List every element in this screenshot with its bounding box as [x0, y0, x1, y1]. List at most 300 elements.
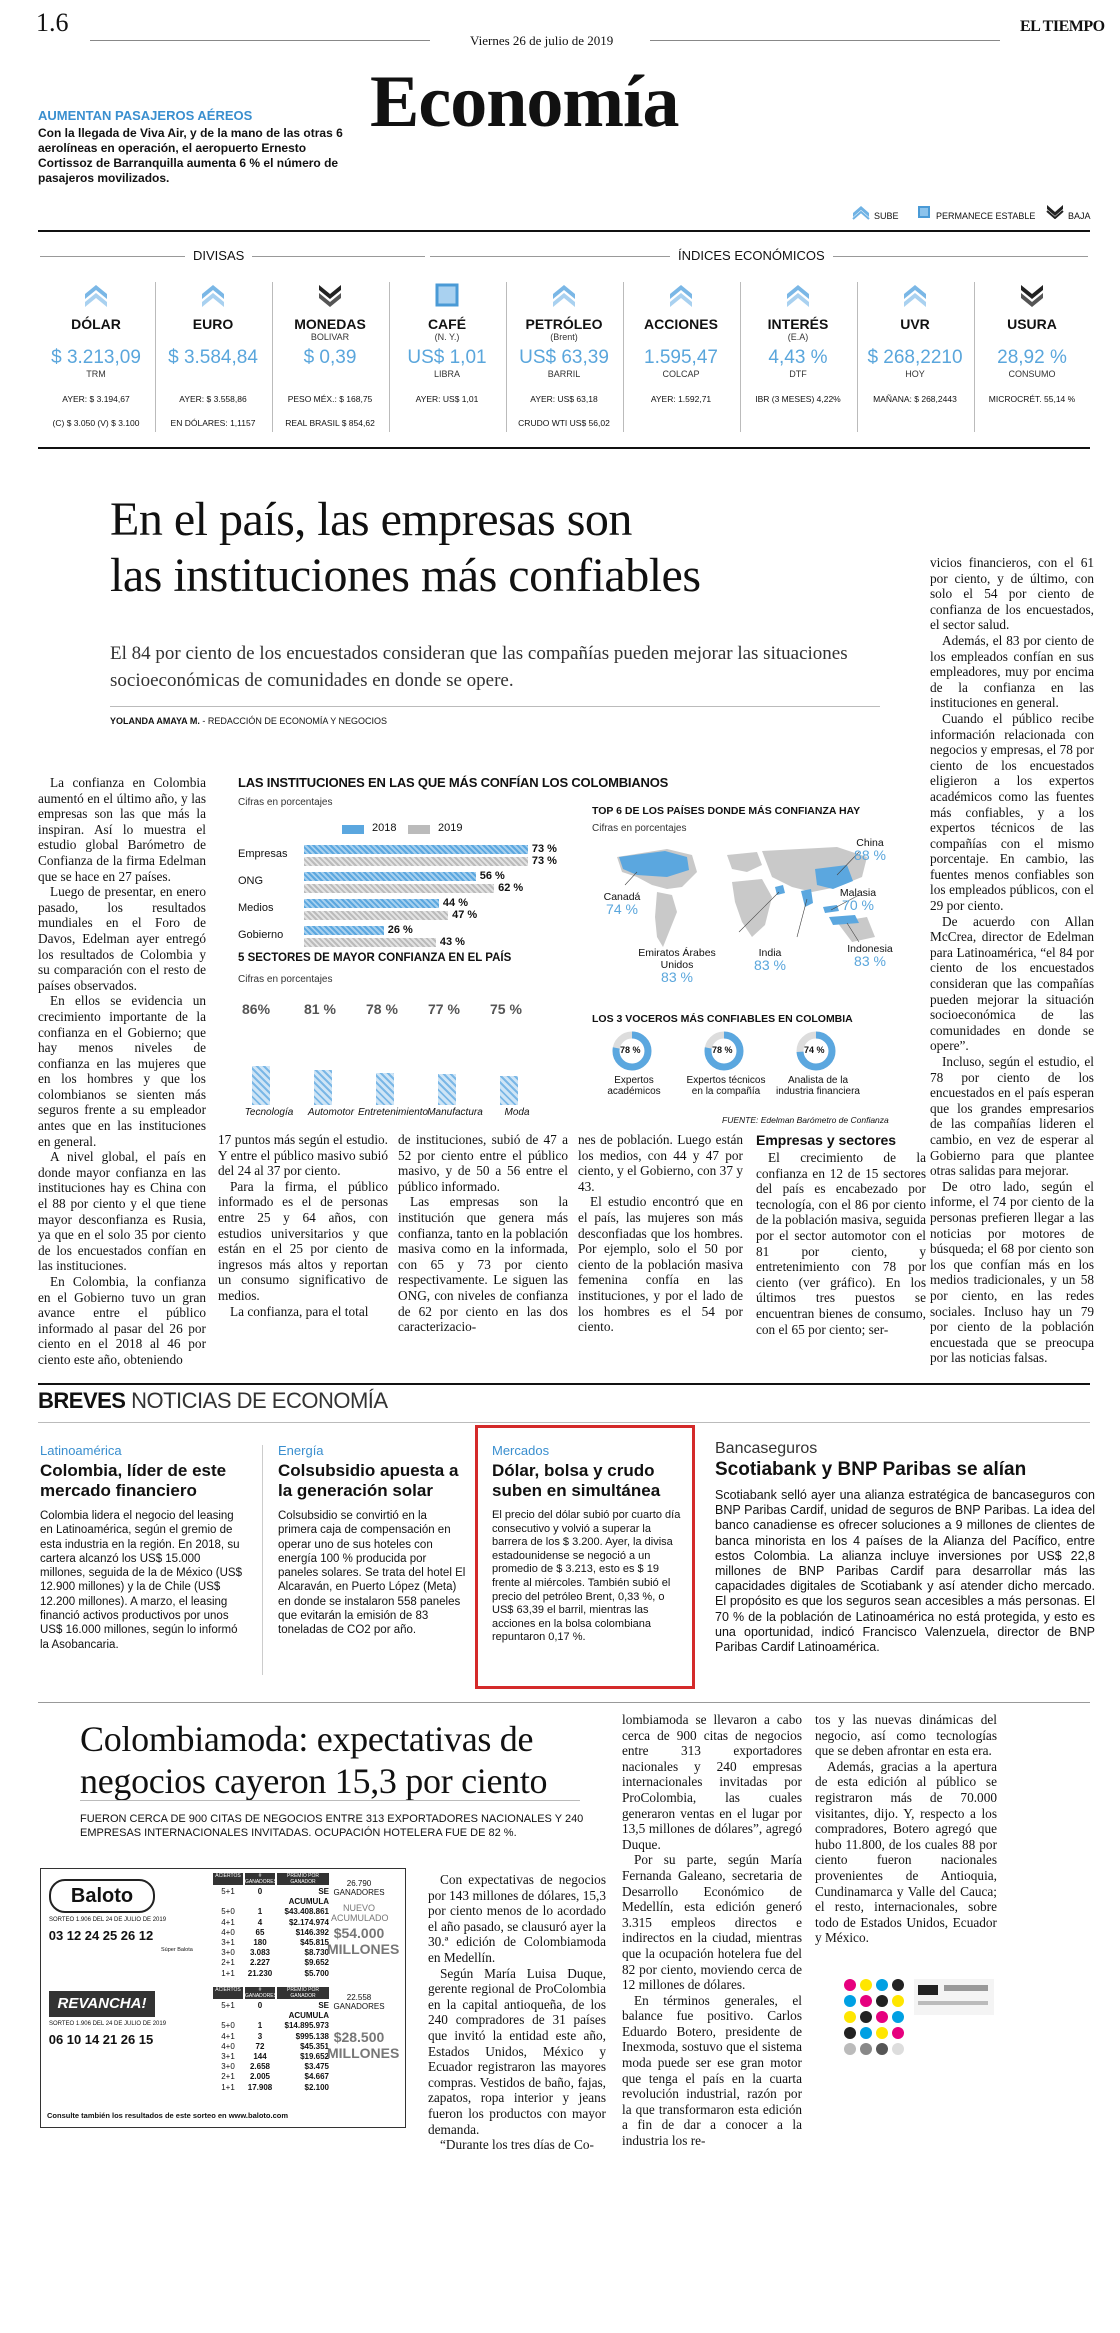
- lottery-cell: 2+1: [221, 2072, 235, 2082]
- indicator-divider: [389, 282, 390, 432]
- lottery-table-head: [213, 1873, 329, 1885]
- revancha-logo-text: REVANCHA!: [57, 1995, 147, 2012]
- revancha-table: [213, 1987, 329, 2093]
- breves-rule: [38, 1383, 1090, 1385]
- country-value: 88 %: [854, 847, 886, 863]
- paragraph: “Durante los tres días de Co-: [440, 2137, 594, 2153]
- paragraph: En Colombia, la confianza en el Gobierno tuvo un gran avance entre el público informado al pasar del 26 por ciento en el 2018 al 46 por ciento este año, obteniendo: [38, 1274, 206, 1367]
- brief-text: Colombia lidera el negocio del leasing en Latinoamérica, según el gremio de esta industria en la región. En 2018, su cartera alcanzó los US$ 15.000 millones, seguida de la de México (US$ 12.900 millones) y la de Chile (US$ 12.200 millones). A marzo, el leasing financió activos productivos por unos US$ 16.000 millones, según lo informó la Asobancaria.: [40, 1510, 242, 1651]
- indicator-value: $ 3.584,84: [168, 347, 258, 368]
- institutions-subtitle: Cifras en porcentajes: [238, 797, 333, 808]
- bar-2018: [304, 926, 384, 935]
- voice-label: Expertos académicos: [607, 1075, 661, 1097]
- lottery-cell: $14.895.973: [284, 2021, 329, 2031]
- sector-bar: [376, 1073, 394, 1105]
- indicator-name: PETRÓLEO: [525, 316, 603, 332]
- indicator-euro: [163, 282, 263, 428]
- country-value: 83 %: [661, 969, 693, 985]
- lottery-head-cell: # GANADORES: [245, 1873, 277, 1885]
- moda-column-2: [622, 1712, 802, 2149]
- sector-bar: [252, 1066, 270, 1105]
- article-column-5: [756, 1132, 926, 1337]
- indicators-top-rule: [38, 230, 1090, 232]
- lottery-number: 12: [138, 1928, 154, 1943]
- lottery-number: 26: [120, 1928, 136, 1943]
- sector-value: 78 %: [366, 1001, 398, 1017]
- indicator-usura: [982, 282, 1082, 418]
- breves-bottom-rule: [38, 1702, 1090, 1703]
- brief-title: Dólar, bolsa y crudo suben en simultánea: [492, 1461, 661, 1500]
- header-rule-left: [90, 40, 430, 41]
- lottery-head-cell: PREMIO POR GANADOR: [277, 1987, 329, 1999]
- country-2: [594, 891, 650, 915]
- paragraph: 17 puntos más según el estudio. Y entre el público masivo subió del 24 al 37 por ciento.: [218, 1132, 388, 1179]
- lottery-table-head: [213, 1987, 329, 1999]
- indicators-bottom-rule: [38, 447, 1090, 449]
- lottery-cell: 4+1: [221, 1917, 235, 1927]
- trend-up-icon: [748, 282, 848, 312]
- lottery-cell: $146.392: [295, 1927, 329, 1937]
- lottery-row: [213, 2052, 329, 2062]
- lottery-cell: 5+0: [221, 2021, 235, 2031]
- country-name: China: [856, 837, 884, 849]
- article-column-4: [578, 1132, 743, 1335]
- institutions-title: LAS INSTITUCIONES EN LAS QUE MÁS CONFÍAN LOS COLOMBIANOS: [238, 775, 669, 790]
- voice-label: Analista de la industria financiera: [776, 1075, 860, 1097]
- lottery-cell: 17.908: [247, 2082, 273, 2092]
- lottery-cell: 1: [257, 2021, 263, 2031]
- trend-up-icon: [631, 282, 731, 312]
- paragraph: nes de población. Luego están los medios, con 44 y 47 por ciento, y el Gobierno, con 37 y 43.: [578, 1132, 743, 1194]
- lottery-row: [213, 1887, 329, 1907]
- revancha-draw: SORTEO 1.906 DEL 24 DE JULIO DE 2019: [49, 2021, 167, 2027]
- indicator-value: $ 0,39: [303, 347, 357, 368]
- indicator-divider: [272, 282, 273, 432]
- lottery-cell: 4+0: [221, 1927, 235, 1937]
- lottery-number: 14: [84, 2032, 100, 2047]
- paragraph: De acuerdo con Allan McCrea, director de Edelman para Latinoamérica, “el 84 por ciento de los encuestados consideran que las compañías pueden mejorar la situación socioeconómica de las comunidades en donde se opere”.: [930, 913, 1094, 1054]
- sectors-title: 5 SECTORES DE MAYOR CONFIANZA EN EL PAÍS: [238, 952, 512, 964]
- lottery-cell: $2.174.974: [288, 1917, 329, 1927]
- brand-logo: EL TIEMPO: [1020, 18, 1105, 35]
- article-column-right: [930, 555, 1094, 1366]
- country-name: Malasia: [839, 887, 877, 899]
- brief-kicker: Energía: [278, 1443, 324, 1458]
- paragraph: de instituciones, subió de 47 a 52 por ciento entre el público masivo, y de 50 a 56 entre el público informado.: [398, 1132, 568, 1194]
- paragraph: La confianza, para el total: [230, 1303, 369, 1319]
- paragraph: En ellos se evidencia un crecimiento importante de la confianza en el Gobierno; que hay menos niveles de confianza en las mujeres que en los hombres y que los colombianos se sienten más seguros frente a su empleador antes que en las instituciones en general.: [38, 993, 206, 1149]
- lottery-cell: 5+0: [221, 1907, 235, 1917]
- country-name: India: [758, 947, 782, 959]
- lottery-cell: $9.652: [304, 1958, 329, 1968]
- bar-2019: [304, 857, 528, 866]
- paragraph: Para la firma, el público informado es el de personas entre 25 y 64 años, con estudios universitarios y que están en el 25 por ciento de ingresos más altos y reportan un consumo significativo de medios.: [218, 1178, 388, 1303]
- indicator-value: $ 3.213,09: [51, 347, 141, 368]
- lottery-number: 24: [84, 1928, 100, 1943]
- legend-down-label: BAJA: [1068, 211, 1091, 221]
- baloto-table: [213, 1873, 329, 1979]
- indicator-sub: BOLIVAR: [310, 332, 350, 342]
- lottery-row: [213, 2021, 329, 2031]
- infographic: [232, 775, 902, 1125]
- lottery-number: 10: [66, 2032, 82, 2047]
- indicator-interes: [748, 282, 848, 418]
- indicator-sub: [163, 332, 263, 343]
- sector-value: 86%: [242, 1001, 271, 1017]
- sector-label: Moda: [504, 1107, 530, 1118]
- lottery-cell: $45.815: [300, 1938, 329, 1948]
- lottery-row: [213, 1918, 329, 1928]
- trend-up-icon: [865, 282, 965, 312]
- lottery-row: [213, 1948, 329, 1958]
- bar-2018: [304, 845, 528, 854]
- lottery-cell: 72: [255, 2041, 265, 2051]
- indicator-unit: [163, 369, 263, 380]
- country-6: [842, 943, 898, 967]
- headline-line-2: las instituciones más confiables: [110, 549, 701, 602]
- indicator-value: 28,92 %: [997, 347, 1067, 368]
- paragraph: Cuando el público recibe información relacionada con negocios y empresas, el 78 por ciento de los encuestados eligieron a los expertos académicos como las fuentes más confiables, y a los expertos técnicos de las compañías con el mismo porcentaje. En cambio, las fuentes menos confiables son los empleados públicos, con el 29 por ciento.: [930, 710, 1094, 914]
- col5-body: [756, 1150, 926, 1337]
- indicator-unit: BARRIL: [547, 369, 581, 379]
- color-calibration-strip: [840, 1975, 1000, 2075]
- section-title: Economía: [370, 61, 679, 143]
- indicator-name: EURO: [192, 316, 234, 332]
- lottery-cell: $45.351: [300, 2041, 329, 2051]
- country-name: Emiratos Árabes Unidos: [638, 947, 716, 971]
- indices-label: ÍNDICES ECONÓMICOS: [670, 248, 833, 263]
- country-name: Canadá: [603, 891, 641, 903]
- paragraph: vicios financieros, con el 61 por ciento, y de último, con solo el 54 por ciento de confianza de los encuestados, el sector salud.: [930, 555, 1094, 633]
- lottery-number: 26: [120, 2032, 136, 2047]
- lottery-row: [213, 2062, 329, 2072]
- brief-title: Colombia, líder de este mercado financiero: [40, 1461, 227, 1500]
- indicator-name: ACCIONES: [644, 316, 718, 332]
- lottery-number: 12: [66, 1928, 82, 1943]
- paragraph: El crecimiento de la confianza en 12 de 15 sectores del país es encabezado por tecnología, con el 86 por ciento de la población masiva, seguida por el sector automotor con el 81 por ciento, y entretenimiento con 78 por ciento (ver gráfico). En los últimos tres puestos se encuentran bienes de consumo, con el 65 por ciento; ser-: [756, 1150, 926, 1337]
- country-value: 74 %: [606, 901, 638, 917]
- lottery-row: [213, 1938, 329, 1948]
- lottery-row: [213, 1928, 329, 1938]
- indicator-sub: [46, 332, 146, 343]
- bar-2018-value: 26 %: [387, 924, 413, 936]
- trend-up-icon: [514, 282, 614, 312]
- article-headline: [110, 492, 940, 604]
- baloto-logo-text: Baloto: [70, 1885, 134, 1907]
- brief-energia: [278, 1443, 468, 1638]
- bar-2018-value: 44 %: [442, 897, 468, 909]
- article-column-3: [398, 1132, 568, 1335]
- trend-up-icon: [163, 282, 263, 312]
- sector-label: Automotor: [307, 1107, 355, 1118]
- lottery-cell: 4+0: [221, 2041, 235, 2051]
- sectors-subtitle: Cifras en porcentajes: [238, 974, 333, 985]
- brief-text: Colsubsidio se convirtió en la primera caja de compensación en operar uno de sus hoteles con energía 100 % producida por paneles solares. Se trata del hotel El Alcaraván, en Puerto López (Meta) en donde se instalaron 558 paneles que evitarán la emisión de 83 toneladas de CO2 por año.: [278, 1510, 466, 1637]
- trend-stable-icon: [397, 282, 497, 312]
- country-value: 70 %: [842, 897, 874, 913]
- legend-2019: 2019: [438, 822, 463, 834]
- article-deck: El 84 por ciento de los encuestados consideran que las compañías pueden mejorar las situaciones socioeconómicas de comunidades en donde se opere.: [110, 643, 848, 691]
- indicator-foot-1: IBR (3 MESES) 4,22%: [755, 394, 841, 404]
- lottery-cell: 4+1: [221, 2031, 235, 2041]
- lottery-row: [213, 2001, 329, 2021]
- indicator-name: UVR: [900, 316, 930, 332]
- lottery-cell: 1+1: [221, 1968, 235, 1978]
- lottery-cell: SE ACUMULA: [288, 2001, 329, 2021]
- byline-role: - REDACCIÓN DE ECONOMÍA Y NEGOCIOS: [202, 716, 388, 726]
- baloto-acc-label: NUEVO ACUMULADO: [331, 1903, 389, 1923]
- indicator-divider: [974, 282, 975, 432]
- paragraph: En términos generales, el balance fue positivo. Carlos Eduardo Botero, presidente de Inexmoda, sostuvo que el sistema moda puede ser ese gran motor que tenga el país en la cuarta revolución industrial, razón por la que transformaron esta edición a fin de dar a conocer a la industria los re-: [622, 1992, 802, 2149]
- revancha-winners: 22.558 GANADORES: [333, 1993, 385, 2011]
- voice-label: Expertos técnicos en la compañía: [686, 1075, 766, 1097]
- brief-title: Scotiabank y BNP Paribas se alían: [715, 1459, 1027, 1480]
- indicator-foot-1: AYER: $ 3.558,86: [179, 394, 247, 404]
- indicator-unit: [280, 369, 380, 380]
- sector-label: Tecnología: [244, 1107, 294, 1118]
- brief-text: Scotiabank selló ayer una alianza estratégica de bancaseguros con BNP Paribas Cardif, unidad de seguros de BNP Paribas. La idea del banco canadiense es ofrecer soluciones a 9 millones de clientes de banca minorista en los 4 países de la Alianza del Pacífico, entre estos Colombia. La alianza incluye inversiones por US$ 22,8 millones de BNP Paribas Cardif para desarrollar más las capacidades digitales de Scotiabank y así atender dicho mercado. El propósito es que los seguros sean accesibles a más personas. El 70 % de la población de Latinoamérica no está protegida, y esto es una oportunidad, indicó Francisco Valenzuela, director de BNP Paribas Cardif Latinoamérica.: [715, 1488, 1095, 1655]
- baloto-draw: SORTEO 1.906 DEL 24 DE JULIO DE 2019: [49, 1917, 167, 1923]
- paragraph: tos y las nuevas dinámicas del negocio, así como tecnologías que se deben afrontar en esta era.: [815, 1712, 997, 1759]
- lottery-cell: 2.227: [249, 1958, 271, 1968]
- sector-bar: [438, 1074, 456, 1105]
- lottery-cell: $995.138: [295, 2031, 329, 2041]
- baloto-acc: $54.000 MILLONES: [327, 1925, 400, 1957]
- lottery-cell: 4: [257, 1917, 263, 1927]
- moda-headline-1: Colombiamoda: expectativas de: [80, 1719, 534, 1759]
- brief-text: El precio del dólar subió por cuarto día consecutivo y volvió a superar la barrera de los $ 3.200. Ayer, la divisa estadounidense se negoció a un promedio de $ 3.213, esto es $ 19 frente al miércoles. También subió el precio del petróleo Brent, 0,33 %, o US$ 63,39 el barril, mientras las acciones en la bolsa colombiana repuntaron 0,17 %.: [492, 1509, 681, 1644]
- moda-headline: [80, 1718, 640, 1802]
- paragraph: Según María Luisa Duque, gerente regional de ProColombia en la capital antioqueña, de los 240 compradores de 31 países que invitó la entidad este año, Estados Unidos, México y Ecuador registraron las mayores compras. Vestidos de baño, fajas, zapatos, ropa interior y jeans fueron los productos con mayor demanda.: [428, 1965, 606, 2137]
- lottery-row: [213, 1969, 329, 1979]
- moda-deck: FUERON CERCA DE 900 CITAS DE NEGOCIOS ENTRE 313 EXPORTADORES NACIONALES Y 240 EMPRESAS INTERNACIONALES INVITADAS. OCUPACIÓN HOTELERA FUE DE 82 %.: [80, 1813, 584, 1839]
- lottery-row: [213, 2083, 329, 2093]
- voice-value: 74 %: [804, 1045, 825, 1055]
- indicator-foot-1: PESO MÉX.: $ 168,75: [287, 394, 373, 404]
- paragraph: Con expectativas de negocios por 143 millones de dólares, 15,3 por ciento menos de lo acordado el año pasado, se clausuró ayer la 30.ª edición de Colombiamoda en Medellín.: [428, 1872, 606, 1965]
- legend-2018: 2018: [372, 822, 397, 834]
- page-date: Viernes 26 de julio de 2019: [470, 33, 614, 48]
- header-rule-right: [650, 40, 1000, 41]
- lottery-cell: 3+1: [221, 1938, 235, 1948]
- indicator-foot-1: AYER: US$ 63,18: [530, 394, 598, 404]
- lottery-cell: 144: [253, 2052, 267, 2062]
- revancha-numbers: [47, 2031, 155, 2049]
- indicator-sub: (E.A): [787, 332, 809, 342]
- country-value: 83 %: [754, 957, 786, 973]
- bar-label: ONG: [238, 875, 264, 887]
- lottery-head-cell: PREMIO POR GANADOR: [277, 1873, 329, 1885]
- teaser-text: Con la llegada de Viva Air, y de la mano de las otras 6 aerolíneas en operación, el aeropuerto Ernesto Cortissoz de Barranquilla aumenta 6 % el número de pasajeros movilizados.: [38, 126, 343, 185]
- indicator-divider: [155, 282, 156, 432]
- lottery-cell: 180: [253, 1938, 267, 1948]
- indicator-foot-1: AYER: 1.592,71: [650, 394, 712, 404]
- bar-2018-value: 56 %: [479, 870, 505, 882]
- lottery-head-cell: ACIERTOS: [213, 1987, 243, 1999]
- lottery-cell: 3: [257, 2031, 263, 2041]
- bar-2018-value: 73 %: [531, 843, 557, 855]
- lottery-head-cell: # GANADORES: [245, 1987, 277, 1999]
- lottery-cell: $8.730: [304, 1948, 329, 1958]
- teaser-title: AUMENTAN PASAJEROS AÉREOS: [38, 108, 253, 123]
- indicator-unit: TRM: [86, 369, 106, 379]
- lottery-head-cell: ACIERTOS: [213, 1873, 243, 1885]
- country-1: [842, 837, 898, 861]
- revancha-logo: [49, 1991, 155, 2017]
- brief-divider: [262, 1445, 263, 1675]
- baloto-superbalota: Súper Balota: [161, 1947, 193, 1953]
- lottery-cell: $43.408.861: [284, 1907, 329, 1917]
- lottery-number: 03: [48, 1928, 64, 1943]
- lottery-cell: $3.475: [304, 2062, 329, 2072]
- indicator-foot-1: MAÑANA: $ 268,2443: [873, 394, 957, 404]
- lottery-cell: 3+0: [221, 1948, 235, 1958]
- indicator-foot-2: REAL BRASIL $ 854,62: [285, 418, 375, 428]
- lottery-cell: 1+1: [221, 2082, 235, 2092]
- lottery-cell: $4.667: [304, 2072, 329, 2082]
- byline-author: YOLANDA AMAYA M.: [110, 716, 200, 726]
- baloto-footer: Consulte también los resultados de este sorteo en www.baloto.com: [47, 2111, 289, 2120]
- voice-value: 78 %: [620, 1045, 641, 1055]
- sector-value: 77 %: [428, 1001, 460, 1017]
- lottery-cell: 3+1: [221, 2052, 235, 2062]
- revancha-acc: $28.500 MILLONES: [327, 2029, 400, 2061]
- sector-label: Entretenimiento: [358, 1107, 429, 1118]
- lottery-cell: 2+1: [221, 1958, 235, 1968]
- lottery-cell: 0: [257, 2001, 263, 2010]
- lottery-row: [213, 2032, 329, 2042]
- bar-2019-value: 47 %: [452, 909, 478, 921]
- country-name: Indonesia: [847, 943, 893, 955]
- lottery-number: 21: [102, 2032, 118, 2047]
- lottery-row: [213, 2072, 329, 2082]
- paragraph: A nivel global, el país en donde mayor confianza en las instituciones hay es China con el 88 por ciento y el que tiene mayor desconfianza es Rusia, ya que en el solo 35 por ciento de los encuestados confían en las instituciones.: [38, 1149, 206, 1274]
- indicator-divider: [740, 282, 741, 432]
- indicator-foot-2: EN DÓLARES: 1,1157: [170, 418, 256, 428]
- indicator-foot-1: AYER: US$ 1,01: [415, 394, 479, 404]
- bar-label: Medios: [238, 902, 274, 914]
- brief-kicker: Mercados: [492, 1443, 550, 1458]
- lottery-row: [213, 1907, 329, 1917]
- sector-bar: [314, 1070, 332, 1105]
- indicator-name: INTERÉS: [767, 316, 829, 332]
- sector-label: Manufactura: [427, 1107, 483, 1118]
- infographic-source: [722, 1115, 889, 1125]
- legend-stable-label: PERMANECE ESTABLE: [936, 211, 1036, 221]
- baloto-numbers: [47, 1927, 155, 1945]
- indicator-unit: LIBRA: [433, 369, 460, 379]
- breves-title-rest: NOTICIAS DE ECONOMÍA: [131, 1388, 388, 1413]
- brief-latinoamerica: [40, 1443, 245, 1652]
- bar-2019: [304, 911, 448, 920]
- voice-value: 78 %: [712, 1045, 733, 1055]
- page-number: 1.6: [36, 8, 69, 37]
- lottery-cell: 0: [257, 1887, 263, 1896]
- country-3: [830, 887, 886, 911]
- breves-title-bold: BREVES: [38, 1388, 126, 1413]
- indicator-unit: DTF: [789, 369, 807, 379]
- paragraph: Por su parte, según María Fernanda Galeano, secretaria de Desarrollo Económico de Medellín, esta edición generó 3.315 empleos directos e indirectos en la ciudad, mientras que la ocupación hotelera fue del 82 por ciento, moviendo cerca de 12 millones de dólares.: [622, 1852, 802, 1993]
- indicator-value: 1.595,47: [644, 347, 718, 368]
- indicator-name: DÓLAR: [71, 316, 121, 332]
- trend-down-icon: [982, 282, 1082, 312]
- col5-subhead: Empresas y sectores: [756, 1132, 897, 1148]
- map-title: TOP 6 DE LOS PAÍSES DONDE MÁS CONFIANZA HAY: [592, 805, 861, 817]
- legend-2019-swatch: [408, 825, 430, 834]
- baloto-winners: 26.790 GANADORES: [333, 1879, 385, 1897]
- lottery-number: 06: [48, 2032, 64, 2047]
- bar-2019-value: 62 %: [498, 882, 524, 894]
- lottery-cell: $2.100: [304, 2082, 329, 2092]
- legend-2018-swatch: [342, 825, 364, 834]
- bar-2018: [304, 899, 439, 908]
- paragraph: Incluso, según el estudio, el 78 por ciento de los encuestados en el país esperan que los grandes empresarios de las compañías lideren el cambio, en vez de esperar al Gobierno para que plantee otras salidas para mejorar.: [930, 1054, 1094, 1179]
- indicator-divider: [506, 282, 507, 432]
- bar-2019: [304, 938, 436, 947]
- indicator-foot-2: (C) $ 3.050 (V) $ 3.100: [52, 418, 140, 428]
- paragraph: Las empresas son la institución que genera más confianza, tanto en la población masiva como en la informada, con 65 y 73 por ciento respectivamente. Le siguen las ONG, con niveles de confianza de 62 por ciento en las dos caracterizacio-: [398, 1194, 568, 1335]
- indicator-name: USURA: [1007, 316, 1057, 332]
- bar-2019-value: 43 %: [439, 936, 465, 948]
- indicator-sub: (Brent): [550, 332, 578, 342]
- indicator-dolar: [46, 282, 146, 428]
- bar-label: Gobierno: [238, 929, 284, 941]
- byline-rule: [110, 706, 880, 707]
- indicator-sub: [982, 332, 1082, 343]
- lottery-cell: 5+1: [221, 1887, 235, 1896]
- indicator-sub: [631, 332, 731, 343]
- sector-value: 81 %: [304, 1001, 336, 1017]
- country-5: [742, 947, 798, 971]
- lottery-cell: 3.083: [249, 1948, 271, 1958]
- byline: [110, 716, 387, 726]
- sector-value: 75 %: [490, 1001, 522, 1017]
- indicator-sub: [865, 332, 965, 343]
- indicator-foot-2: CRUDO WTI US$ 56,02: [518, 418, 610, 428]
- indicator-name: MONEDAS: [294, 316, 366, 332]
- lottery-cell: 2.658: [249, 2062, 271, 2072]
- indicator-monedas: [280, 282, 380, 428]
- bar-label: Empresas: [238, 848, 288, 860]
- divisas-label: DIVISAS: [185, 248, 252, 263]
- paragraph: El estudio encontró que en el país, las mujeres son más desconfiadas que los hombres. Por ejemplo, solo el 50 por ciento de la población masiva femenina confía en las instituciones, y por el lado de los hombres es el 54 por ciento.: [578, 1194, 743, 1335]
- lottery-cell: 1: [257, 1907, 263, 1917]
- legend-down-icon: [1046, 203, 1064, 223]
- indicator-value: US$ 1,01: [407, 347, 487, 368]
- indicator-cafe: [397, 282, 497, 418]
- lottery-cell: $19.652: [300, 2052, 329, 2062]
- legend-up-icon: [852, 204, 870, 224]
- legend-up-label: SUBE: [874, 211, 899, 221]
- article-column-left: [38, 775, 206, 1368]
- breves-thin-rule: [38, 1422, 1090, 1423]
- indicator-uvr: [865, 282, 965, 418]
- voices-title: LOS 3 VOCEROS MÁS CONFIABLES EN COLOMBIA: [592, 1013, 853, 1025]
- indicator-value: US$ 63,39: [519, 347, 609, 368]
- lottery-cell: 5+1: [221, 2001, 235, 2010]
- paragraph: La confianza en Colombia aumentó en el último año, y las empresas son las que más la inspiran. Así lo muestra el estudio global Barómetro de Confianza de la firma Edelman que se hace en 27 países.: [38, 775, 206, 884]
- lottery-cell: 21.230: [247, 1968, 273, 1978]
- moda-column-3: [815, 1712, 997, 1946]
- brief-mercados: [492, 1443, 682, 1645]
- indicator-foot-1: MICROCRÉT. 55,14 %: [988, 394, 1076, 404]
- lottery-cell: $5.700: [304, 1968, 329, 1978]
- moda-headline-2: negocios cayeron 15,3 por ciento: [80, 1761, 548, 1801]
- lottery-number: 25: [102, 1928, 118, 1943]
- bar-2019: [304, 884, 494, 893]
- country-4: [632, 947, 722, 983]
- indicator-name: CAFÉ: [427, 316, 467, 332]
